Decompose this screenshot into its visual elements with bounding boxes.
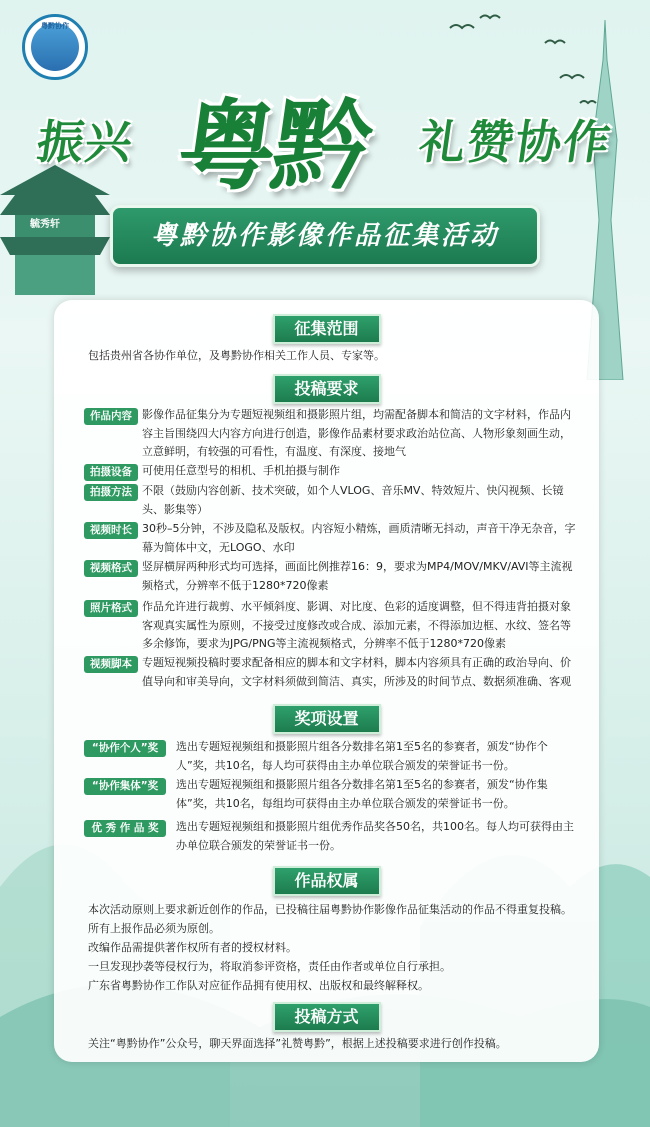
section-title-requirements: 投稿要求 bbox=[273, 374, 381, 404]
title-part-3: 礼赞协作 bbox=[415, 115, 616, 169]
requirement-tag: 拍摄方法 bbox=[84, 484, 138, 501]
award-tag: “协作集体”奖 bbox=[84, 778, 166, 795]
requirement-tag: 视频时长 bbox=[84, 522, 138, 539]
requirement-tag: 视频脚本 bbox=[84, 656, 138, 673]
section-title-awards: 奖项设置 bbox=[273, 704, 381, 734]
requirement-text: 专题短视频投稿时要求配备相应的脚本和文字材料，脚本内容须具有正确的政治导向、价值导向和审美导向，文字材料须做到简洁、真实，所涉及的时间节点、数据须准确、客观 bbox=[142, 656, 571, 688]
method-text: 关注“粤黔协作”公众号，聊天界面选择”礼赞粤黔”，根据上述投稿要求进行创作投稿。 bbox=[88, 1037, 507, 1050]
subtitle-banner: 粤黔协作影像作品征集活动 bbox=[110, 205, 540, 267]
award-text: 选出专题短视频组和摄影照片组优秀作品奖各50名，共100名。每人均可获得由主办单位联合颁发的荣誉证书一份。 bbox=[176, 820, 574, 852]
rights-line: 改编作品需提供著作权所有者的授权材料。 bbox=[88, 941, 297, 954]
rights-line: 所有上报作品必须为原创。 bbox=[88, 922, 220, 935]
pavilion-sign: 毓秀轩 bbox=[30, 219, 60, 230]
logo-text: 粤黔协作 bbox=[41, 22, 69, 30]
requirement-text: 作品允许进行裁剪、水平倾斜度、影调、对比度、色彩的适度调整，但不得违背拍摄对象客观真实属性为原则，不接受过度修改或合成、添加元素，不得添加边框、水纹、签名等多余修饰，要求为JPG/PNG等主流视频格式，分辨率不低于1280*720像素 bbox=[142, 600, 571, 650]
requirement-text: 竖屏横屏两种形式均可选择，画面比例推荐16：9，要求为MP4/MOV/MKV/AVI等主流视频格式，分辨率不低于1280*720像素 bbox=[142, 560, 573, 592]
requirement-text: 影像作品征集分为专题短视频组和摄影照片组，均需配备脚本和简洁的文字材料，作品内容主旨围绕四大内容方向进行创造，影像作品素材要求政治站位高、人物形象刻画生动，立意鲜明，有较强的可看性，有温度、有深度、接地气 bbox=[142, 408, 571, 458]
section-title-scope: 征集范围 bbox=[273, 314, 381, 344]
award-text: 选出专题短视频组和摄影照片组各分数排名第1至5名的参赛者，颁发“协作个人”奖，共10名，每人均可获得由主办单位联合颁发的荣誉证书一份。 bbox=[176, 740, 548, 772]
rights-line: 本次活动原则上要求新近创作的作品，已投稿往届粤黔协作影像作品征集活动的作品不得重复投稿。 bbox=[88, 903, 572, 916]
rights-line: 一旦发现抄袭等侵权行为，将取消参评资格，责任由作者或单位自行承担。 bbox=[88, 960, 451, 973]
award-text: 选出专题短视频组和摄影照片组各分数排名第1至5名的参赛者，颁发“协作集体”奖，共10名，每组均可获得由主办单位联合颁发的荣誉证书一份。 bbox=[176, 778, 548, 810]
requirement-text: 可使用任意型号的相机、手机拍摄与制作 bbox=[142, 464, 340, 477]
section-title-rights: 作品权属 bbox=[273, 866, 381, 896]
title-part-2: 粤黔 bbox=[170, 89, 375, 204]
requirement-text: 不限（鼓励内容创新、技术突破，如个人VLOG、音乐MV、特效短片、快闪视频、长镜头、影集等） bbox=[142, 484, 564, 516]
award-tag: “协作个人”奖 bbox=[84, 740, 166, 757]
requirement-tag: 作品内容 bbox=[84, 408, 138, 425]
requirement-text: 30秒–5分钟，不涉及隐私及版权。内容短小精炼，画质清晰无抖动，声音干净无杂音，字幕为简体中文，无LOGO、水印 bbox=[142, 522, 576, 554]
content-panel bbox=[54, 300, 599, 1062]
scope-text: 包括贵州省各协作单位，及粤黔协作相关工作人员、专家等。 bbox=[88, 349, 385, 362]
award-tag: 优 秀 作 品 奖 bbox=[84, 820, 166, 837]
requirement-tag: 拍摄设备 bbox=[84, 464, 138, 481]
main-title bbox=[30, 68, 630, 204]
requirement-tag: 照片格式 bbox=[84, 600, 138, 617]
requirement-tag: 视频格式 bbox=[84, 560, 138, 577]
rights-line: 广东省粤黔协作工作队对应征作品拥有使用权、出版权和最终解释权。 bbox=[88, 979, 429, 992]
title-part-1: 振兴 bbox=[33, 115, 138, 169]
section-title-method: 投稿方式 bbox=[273, 1002, 381, 1032]
